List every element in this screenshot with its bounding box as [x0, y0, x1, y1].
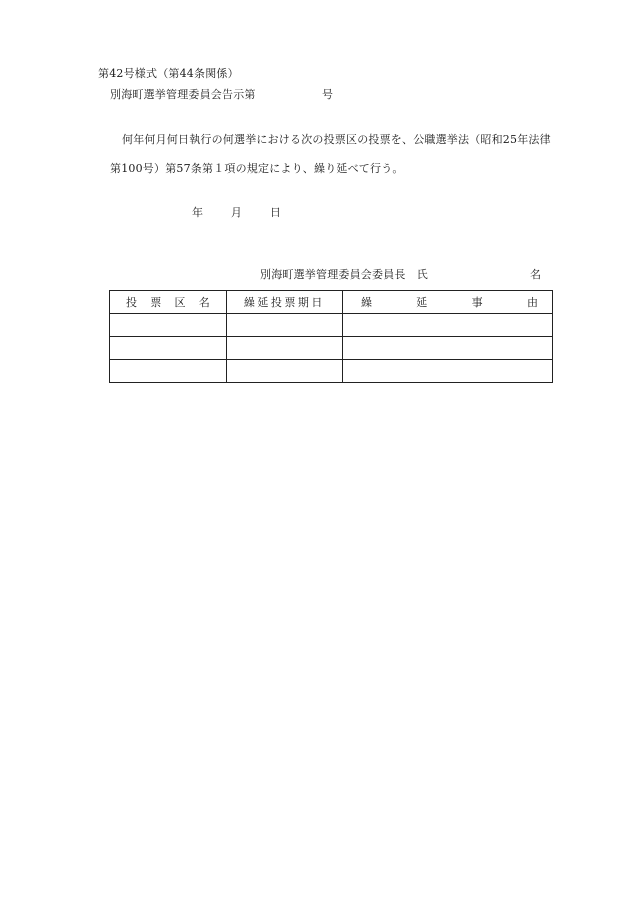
header-polling-district — [110, 291, 227, 314]
table-cell — [226, 337, 342, 360]
polling-district-table — [109, 290, 553, 383]
table-cell — [342, 337, 552, 360]
header-char: 区 — [174, 296, 186, 309]
header-char: 事 — [471, 296, 483, 309]
table-cell — [226, 314, 342, 337]
header-postponement-reason — [342, 291, 552, 314]
header-char: 票 — [150, 296, 162, 309]
body-paragraph-line-2: 第100号）第57条第１項の規定により、繰り延べて行う。 — [110, 162, 404, 175]
date-year-label: 年 — [192, 206, 204, 219]
table-row — [110, 314, 553, 337]
header-char: 繰 — [360, 296, 372, 309]
table-cell — [226, 360, 342, 383]
table-cell — [342, 360, 552, 383]
table-cell — [110, 314, 227, 337]
table-row — [110, 360, 553, 383]
body-paragraph-line-1: 何年何月何日執行の何選挙における次の投票区の投票を、公職選挙法（昭和25年法律 — [122, 133, 551, 146]
table-cell — [342, 314, 552, 337]
header-char: 延 — [416, 296, 428, 309]
date-day-label: 日 — [269, 206, 282, 219]
header-char: 名 — [198, 296, 210, 309]
table-header-row — [110, 291, 553, 314]
header-char: 由 — [526, 296, 538, 309]
table-cell — [110, 337, 227, 360]
form-number: 第42号様式（第44条関係） — [98, 67, 239, 80]
header-postponed-date: 繰延投票期日 — [226, 291, 342, 314]
table-cell — [110, 360, 227, 383]
signature-title: 別海町選挙管理委員会委員長 氏 — [260, 268, 428, 281]
date-line — [192, 206, 281, 220]
table-row — [110, 337, 553, 360]
signature-name-suffix: 名 — [530, 268, 542, 281]
notice-label: 別海町選挙管理委員会告示第 — [110, 88, 256, 101]
date-month-label: 月 — [230, 206, 243, 219]
notice-number-suffix: 号 — [322, 88, 334, 101]
header-char: 投 — [126, 296, 137, 309]
